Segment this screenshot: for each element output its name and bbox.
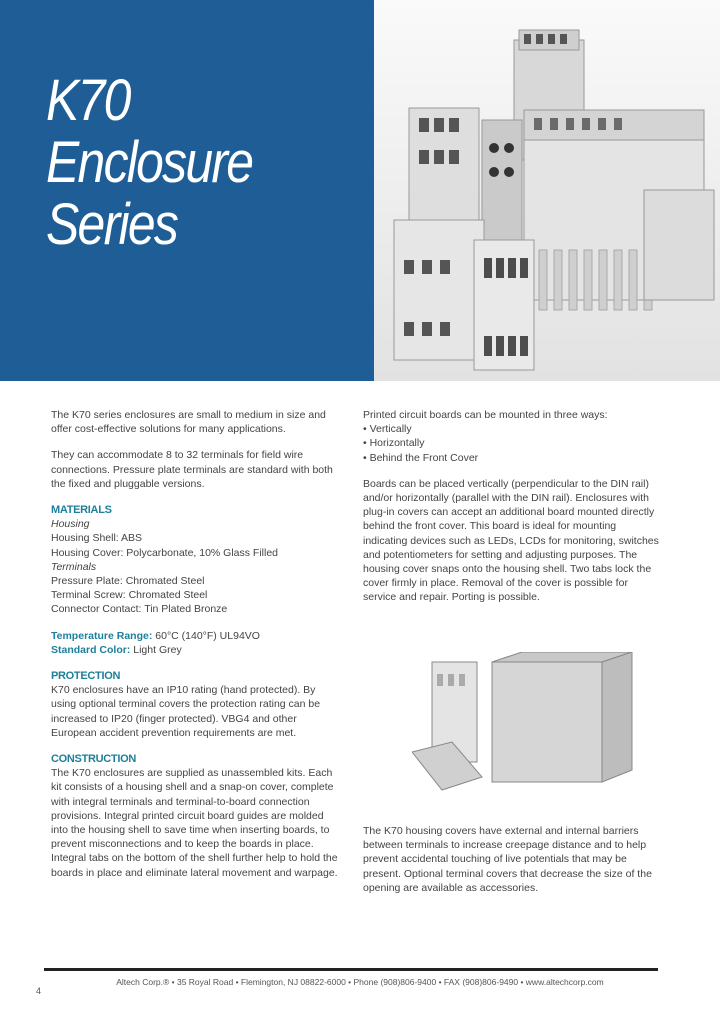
title-line-2: Enclosure — [46, 130, 253, 195]
hero-band — [0, 0, 374, 381]
intro-paragraph: The K70 series enclosures are small to medium in size and offer cost-effective solutions for many applications. — [51, 409, 326, 436]
temperature-range — [51, 629, 341, 643]
enclosures-illustration — [374, 0, 720, 381]
terminals-subheading: Terminals — [51, 560, 97, 573]
temperature-label: Temperature Range: — [51, 629, 153, 642]
enclosures-product-photo — [374, 0, 720, 381]
terminal-screw-spec: Terminal Screw: Chromated Steel — [51, 589, 208, 602]
list-item: • Horizontally — [363, 436, 663, 450]
temperature-value: 60°C (140°F) UL94VO — [152, 629, 260, 642]
protection-paragraph: K70 enclosures have an IP10 rating (hand protected). By using optional terminal covers the protection rating can be increased to IP20 (finger protected). VBG4 and other European accident prevention requirements are met. — [51, 684, 321, 739]
page-number: 4 — [36, 986, 42, 996]
title-line-1: K70 — [46, 68, 130, 133]
protection-heading: PROTECTION — [51, 670, 121, 683]
color-label: Standard Color: — [51, 643, 131, 656]
construction-heading: CONSTRUCTION — [51, 753, 137, 766]
standard-color — [51, 643, 341, 657]
mounting-options-list — [363, 422, 663, 465]
list-item: • Behind the Front Cover — [363, 451, 663, 465]
left-column — [51, 408, 341, 892]
footer-contact: Altech Corp.® • 35 Royal Road • Flemington, NJ 08822-6000 • Phone (908)806-9400 • FAX (908)806-9490 • www.altechcorp.com — [116, 977, 604, 987]
housing-cover-photo — [412, 652, 652, 797]
page-title — [46, 70, 252, 256]
materials-heading: MATERIALS — [51, 504, 112, 517]
mounting-intro: Printed circuit boards can be mounted in three ways: — [363, 409, 608, 421]
list-item: • Vertically — [363, 422, 663, 436]
title-line-3: Series — [46, 192, 178, 257]
housing-shell-spec: Housing Shell: ABS — [51, 532, 143, 545]
color-value: Light Grey — [130, 643, 182, 656]
housing-cover-caption: The K70 housing covers have external and internal barriers between terminals to increase creepage distance and to help prevent accidental touching of live potentials that may be present. Optional terminal covers that decrease the size of the opening are available as accessories. — [363, 825, 652, 894]
housing-subheading: Housing — [51, 518, 90, 531]
boards-paragraph: Boards can be placed vertically (perpendicular to the DIN rail) and/or horizontally (parallel with the DIN rail). Enclosures with plug-in covers can accept an additional board mounted directly behind the front cover. This board is ideal for mounting indicating devices such as LEDs, LCDs for monitoring, switches and potentiometers for setting and adjusting purposes. The housing cover snaps onto the housing shell. Two tabs lock the cover firmly in place. Removal of the cover is possible for service and repair. Porting is possible. — [363, 477, 659, 604]
footer-divider — [44, 968, 658, 971]
housing-cover-spec: Housing Cover: Polycarbonate, 10% Glass Filled — [51, 546, 279, 559]
connector-contact-spec: Connector Contact: Tin Plated Bronze — [51, 603, 228, 616]
housing-cover-illustration — [412, 652, 652, 797]
pressure-plate-spec: Pressure Plate: Chromated Steel — [51, 575, 205, 588]
terminals-paragraph: They can accommodate 8 to 32 terminals for field wire connections. Pressure plate terminals are standard with both the fixed and pluggable versions. — [51, 449, 333, 490]
right-column — [363, 408, 663, 617]
construction-paragraph: The K70 enclosures are supplied as unassembled kits. Each kit consists of a housing shell and a snap-on cover, complete with integral terminals and terminal-to-board connection provisions. Integral printed circuit board guides are molded into the housing shell to save time when inserting boards, to prevent misconnections and to keep the boards in place. Integral tabs on the bottom of the shell further help to hold the boards in place and eliminate lateral movement and warpage. — [51, 767, 338, 879]
